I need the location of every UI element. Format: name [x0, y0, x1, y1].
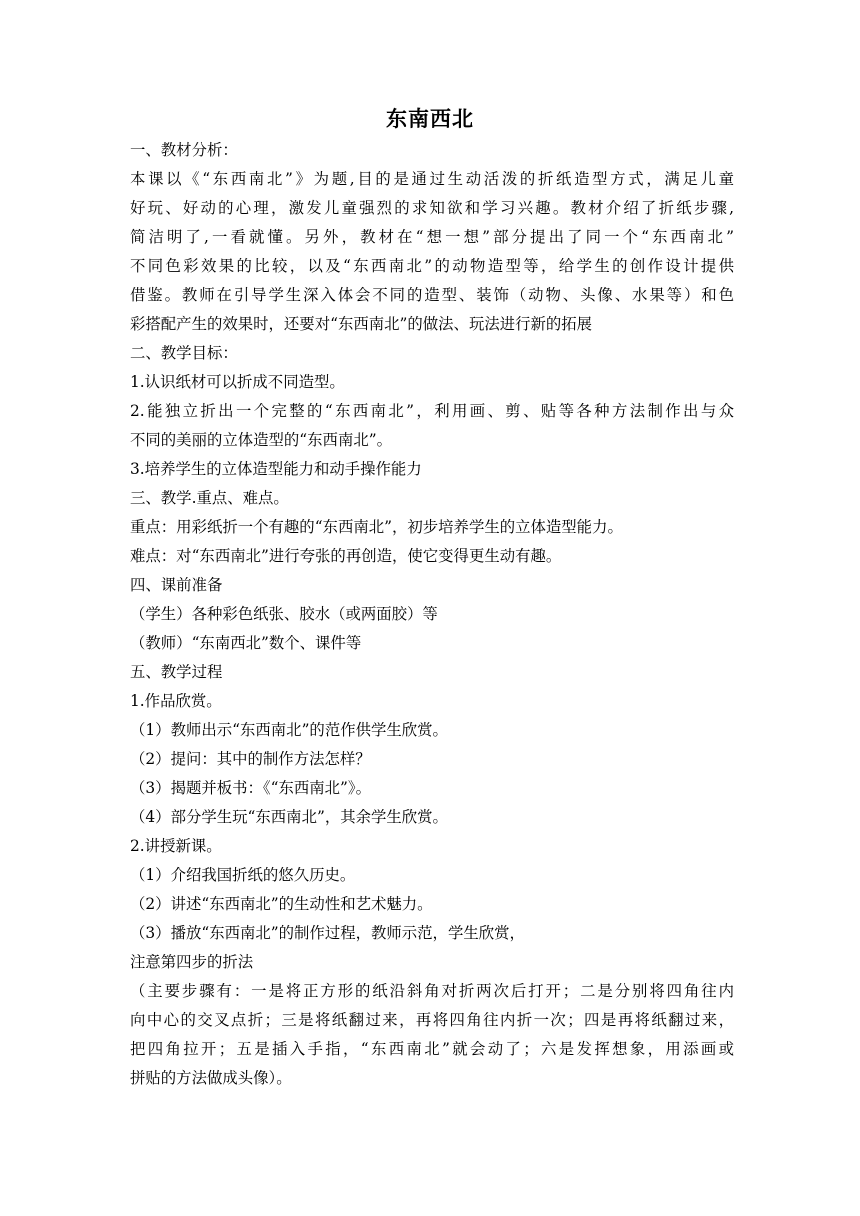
text-line: 好玩、好动的心理，激发儿童强烈的求知欲和学习兴趣。教材介绍了折纸步骤,: [130, 199, 734, 217]
text-line: 三、教学.重点、难点。: [130, 489, 289, 507]
text-line: （4）部分学生玩“东西南北”，其余学生欣赏。: [130, 808, 448, 826]
text-line: 不同色彩效果的比较，以及“东西南北”的动物造型等，给学生的创作设计提供: [130, 257, 734, 275]
text-line: 难点：对“东西南北”进行夸张的再创造，使它变得更生动有趣。: [130, 547, 562, 565]
text-line: 拼贴的方法做成头像）。: [130, 1069, 292, 1087]
text-line: 3.培养学生的立体造型能力和动手操作能力: [130, 460, 422, 478]
document-title: 东南西北: [386, 106, 474, 131]
text-line: （学生）各种彩色纸张、胶水（或两面胶）等: [130, 605, 438, 623]
text-line: （教师）“东南西北”数个、课件等: [130, 634, 362, 652]
text-line: （1）教师出示“东西南北”的范作供学生欣赏。: [130, 721, 448, 739]
text-line: （2）提问：其中的制作方法怎样？: [130, 750, 371, 768]
text-line: 简洁明了,一看就懂。另外，教材在“想一想”部分提出了同一个“东西南北”: [130, 228, 734, 246]
text-line: （3）揭题并板书：《“东西南北”》。: [130, 779, 371, 797]
text-line: 注意第四步的折法: [130, 953, 254, 971]
text-line: 借鉴。教师在引导学生深入体会不同的造型、装饰（动物、头像、水果等）和色: [130, 286, 734, 304]
text-line: 2.讲授新课。: [130, 837, 222, 855]
text-line: （1）介绍我国折纸的悠久历史。: [130, 866, 356, 884]
text-line: 1.作品欣赏。: [130, 692, 222, 710]
text-line: （3）播放“东西南北”的制作过程，教师示范，学生欣赏，: [130, 924, 525, 942]
text-line: 四、课前准备: [130, 576, 223, 594]
text-line: 不同的美丽的立体造型的“东西南北”。: [130, 431, 392, 449]
text-line: 彩搭配产生的效果时，还要对“东西南北”的做法、玩法进行新的拓展: [130, 315, 593, 333]
text-line: 重点：用彩纸折一个有趣的“东西南北”，初步培养学生的立体造型能力。: [130, 518, 623, 536]
text-line: 二、教学目标：: [130, 344, 238, 362]
text-line: 把四角拉开；五是插入手指，“东西南北”就会动了；六是发挥想象，用添画或: [130, 1040, 734, 1058]
text-line: （主要步骤有：一是将正方形的纸沿斜角对折两次后打开；二是分别将四角往内: [130, 982, 734, 1000]
document-body: [130, 136, 734, 1093]
text-line: 2.能独立折出一个完整的“东西南北”，利用画、剪、贴等各种方法制作出与众: [130, 402, 734, 420]
text-line: （2）讲述“东西南北”的生动性和艺术魅力。: [130, 895, 433, 913]
text-line: 本课以《“东西南北”》为题,目的是通过生动活泼的折纸造型方式，满足儿童: [130, 170, 734, 188]
text-line: 1.认识纸材可以折成不同造型。: [130, 373, 345, 391]
text-line: 一、教材分析：: [130, 141, 238, 159]
text-line: 五、教学过程: [130, 663, 223, 681]
text-line: 向中心的交叉点折；三是将纸翻过来，再将四角往内折一次；四是再将纸翻过来，: [130, 1011, 734, 1029]
